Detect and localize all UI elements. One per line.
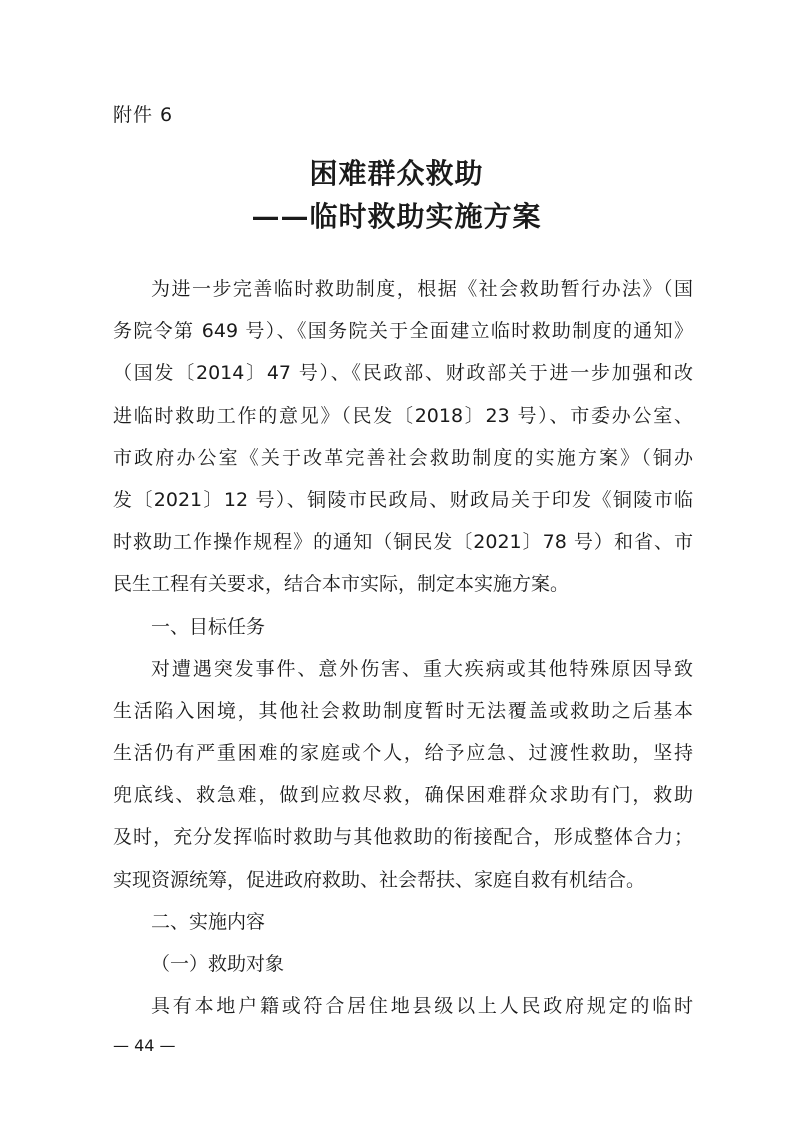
paragraph-line: 进临时救助工作的意见》（民发〔2018〕23 号）、市委办公室、 [113, 404, 693, 427]
paragraph-line: 实现资源统筹，促进政府救助、社会帮扶、家庭自救有机结合。 [113, 868, 646, 891]
paragraph-line: 对遭遇突发事件、意外伤害、重大疾病或其他特殊原因导致 [151, 657, 693, 680]
document-body [113, 268, 693, 1027]
paragraph-line: 发〔2021〕12 号）、铜陵市民政局、财政局关于印发《铜陵市临 [113, 488, 693, 511]
paragraph-line: 生活仍有严重困难的家庭或个人，给予应急、过渡性救助，坚持 [113, 742, 693, 765]
document-subtitle: ——临时救助实施方案 [251, 200, 542, 233]
paragraph-line: （国发〔2014〕47 号）、《民政部、财政部关于进一步加强和改 [113, 362, 693, 385]
paragraph-line: 生活陷入困境，其他社会救助制度暂时无法覆盖或救助之后基本 [113, 699, 693, 722]
attachment-label: 附件 6 [113, 104, 174, 126]
paragraph-line: 兜底线、救急难，做到应救尽救，确保困难群众求助有门，救助 [113, 784, 693, 807]
paragraph-line: 为进一步完善临时救助制度，根据《社会救助暂行办法》（国 [151, 278, 693, 300]
paragraph-line: 务院令第 649 号）、《国务院关于全面建立临时救助制度的通知》 [113, 320, 693, 343]
paragraph-line: 及时，充分发挥临时救助与其他救助的衔接配合，形成整体合力； [113, 826, 693, 849]
paragraph-line: 具有本地户籍或符合居住地县级以上人民政府规定的临时 [151, 995, 693, 1018]
paragraph-line: 时救助工作操作规程》的通知（铜民发〔2021〕78 号）和省、市 [113, 531, 693, 554]
paragraph-line: 民生工程有关要求，结合本市实际，制定本实施方案。 [113, 573, 570, 596]
paragraph-line: 市政府办公室《关于改革完善社会救助制度的实施方案》（铜办 [113, 446, 693, 469]
document-title: 困难群众救助 [309, 157, 484, 190]
section-heading: 二、实施内容 [151, 910, 266, 933]
section-heading: 一、目标任务 [151, 615, 266, 638]
subsection-heading: （一）救助对象 [151, 953, 285, 975]
page-number: — 44 — [113, 1036, 176, 1055]
